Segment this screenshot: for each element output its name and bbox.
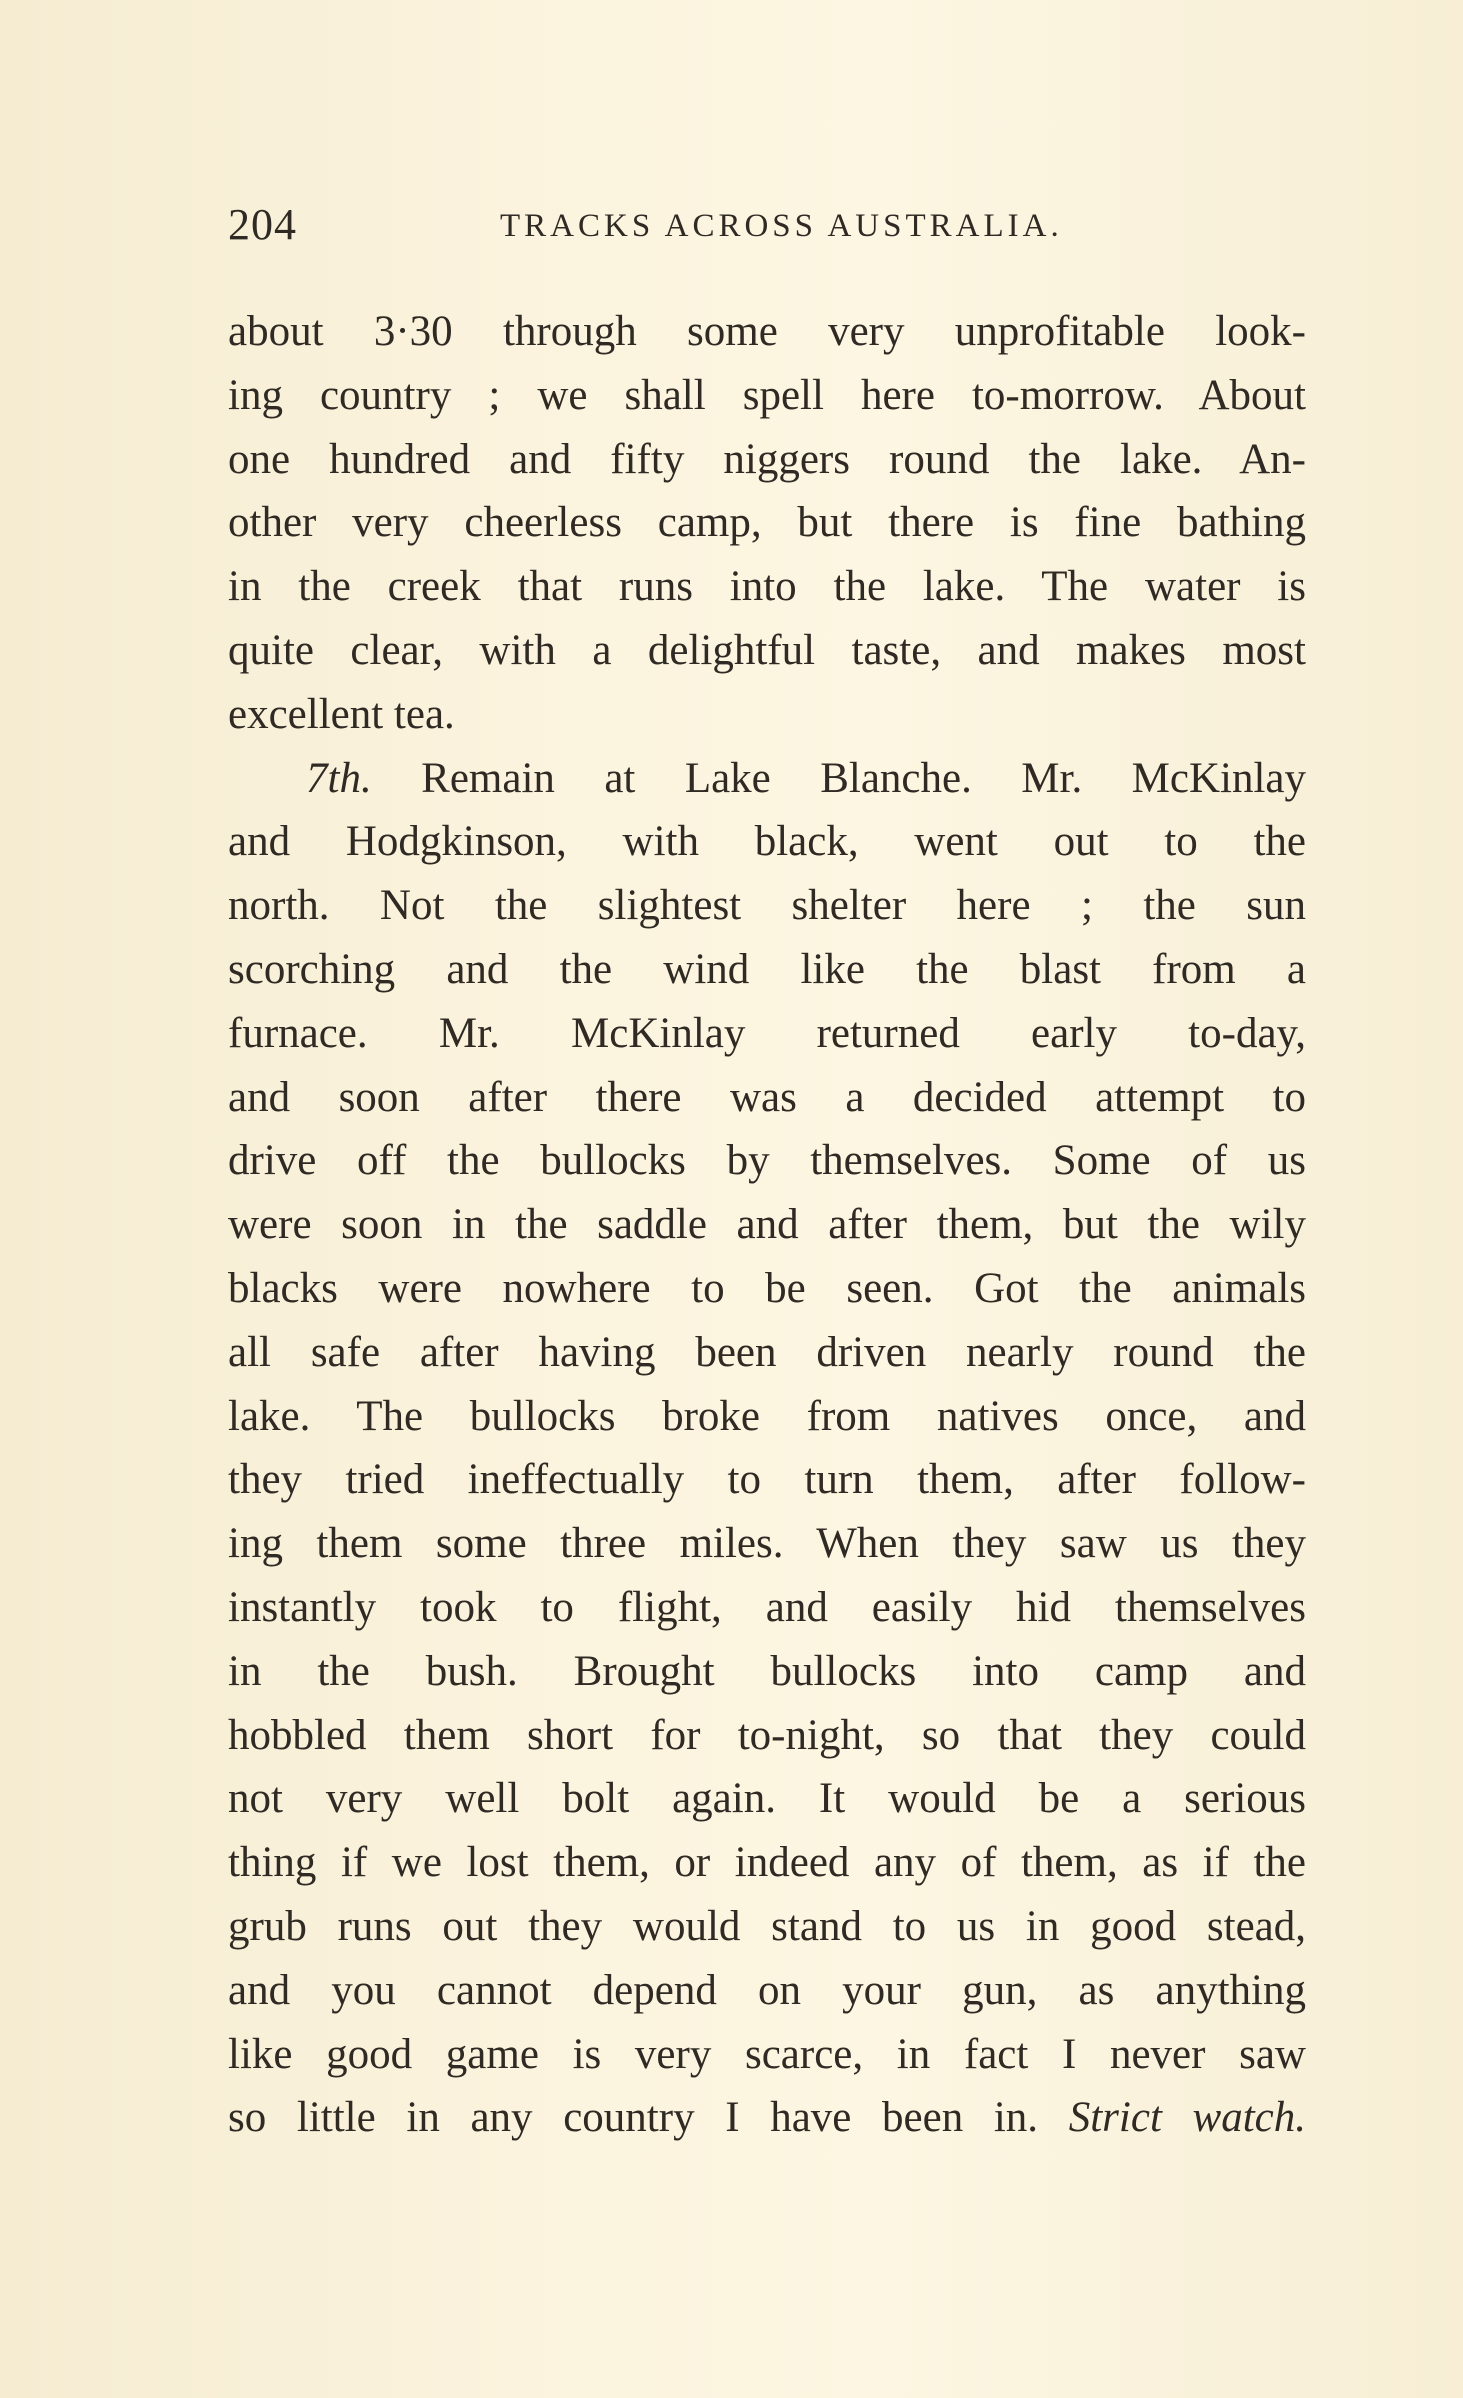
text-line: and soon after there was a decided attempt to [228,1073,1306,1121]
text-line: Remain at Lake Blanche. Mr. McKinlay [421,754,1307,802]
text-line: hobbled them short for to-night, so that they could [228,1711,1306,1759]
closing-italic: Strict watch. [1068,2094,1307,2142]
running-title: TRACKS ACROSS AUSTRALIA. [500,208,1063,244]
text-line: other very cheerless camp, but there is fine bathing [228,499,1306,547]
text-line: so little in any country I have been in. [228,2094,1039,2142]
final-line [228,2086,1306,2150]
text-line: grub runs out they would stand to us in good stead, [228,1902,1306,1950]
text-line: quite clear, with a delightful taste, and makes most [228,626,1306,674]
text-line: were soon in the saddle and after them, but the wily [228,1201,1306,1249]
text-line: and Hodgkinson, with black, went out to the [228,818,1306,866]
text-line: one hundred and fifty niggers round the lake. An- [228,435,1306,483]
text-line: all safe after having been driven nearly round the [228,1328,1306,1376]
text-line: thing if we lost them, or indeed any of them, as if the [228,1839,1306,1887]
text-line: north. Not the slightest shelter here ; the sun [228,882,1306,930]
text-line: lake. The bullocks broke from natives once, and [228,1392,1306,1440]
text-line: drive off the bullocks by themselves. Some of us [228,1137,1306,1185]
text-line: about 3·30 through some very unprofitable look- [228,308,1306,355]
text-line: instantly took to flight, and easily hid themselves [228,1583,1306,1631]
paragraph-start-line [228,747,1306,811]
text-line: like good game is very scarce, in fact I never saw [228,2030,1306,2078]
text-line: ing them some three miles. When they saw us they [228,1520,1306,1568]
text-line: excellent tea. [228,690,455,738]
text-line: in the creek that runs into the lake. The water is [228,563,1306,611]
body-text [228,300,1306,2150]
text-line: not very well bolt again. It would be a serious [228,1775,1306,1823]
page-number: 204 [228,200,297,249]
text-line: blacks were nowhere to be seen. Got the animals [228,1264,1306,1312]
text-line: ing country ; we shall spell here to-morrow. About [228,371,1306,419]
text-line: and you cannot depend on your gun, as anything [228,1966,1306,2014]
text-line: in the bush. Brought bullocks into camp and [228,1647,1306,1695]
page-header [228,195,1308,255]
text-line: they tried ineffectually to turn them, after follow- [228,1456,1306,1504]
date-label: 7th. [306,754,372,802]
text-line: scorching and the wind like the blast from a [228,945,1306,993]
text-line: furnace. Mr. McKinlay returned early to-day, [228,1009,1306,1057]
